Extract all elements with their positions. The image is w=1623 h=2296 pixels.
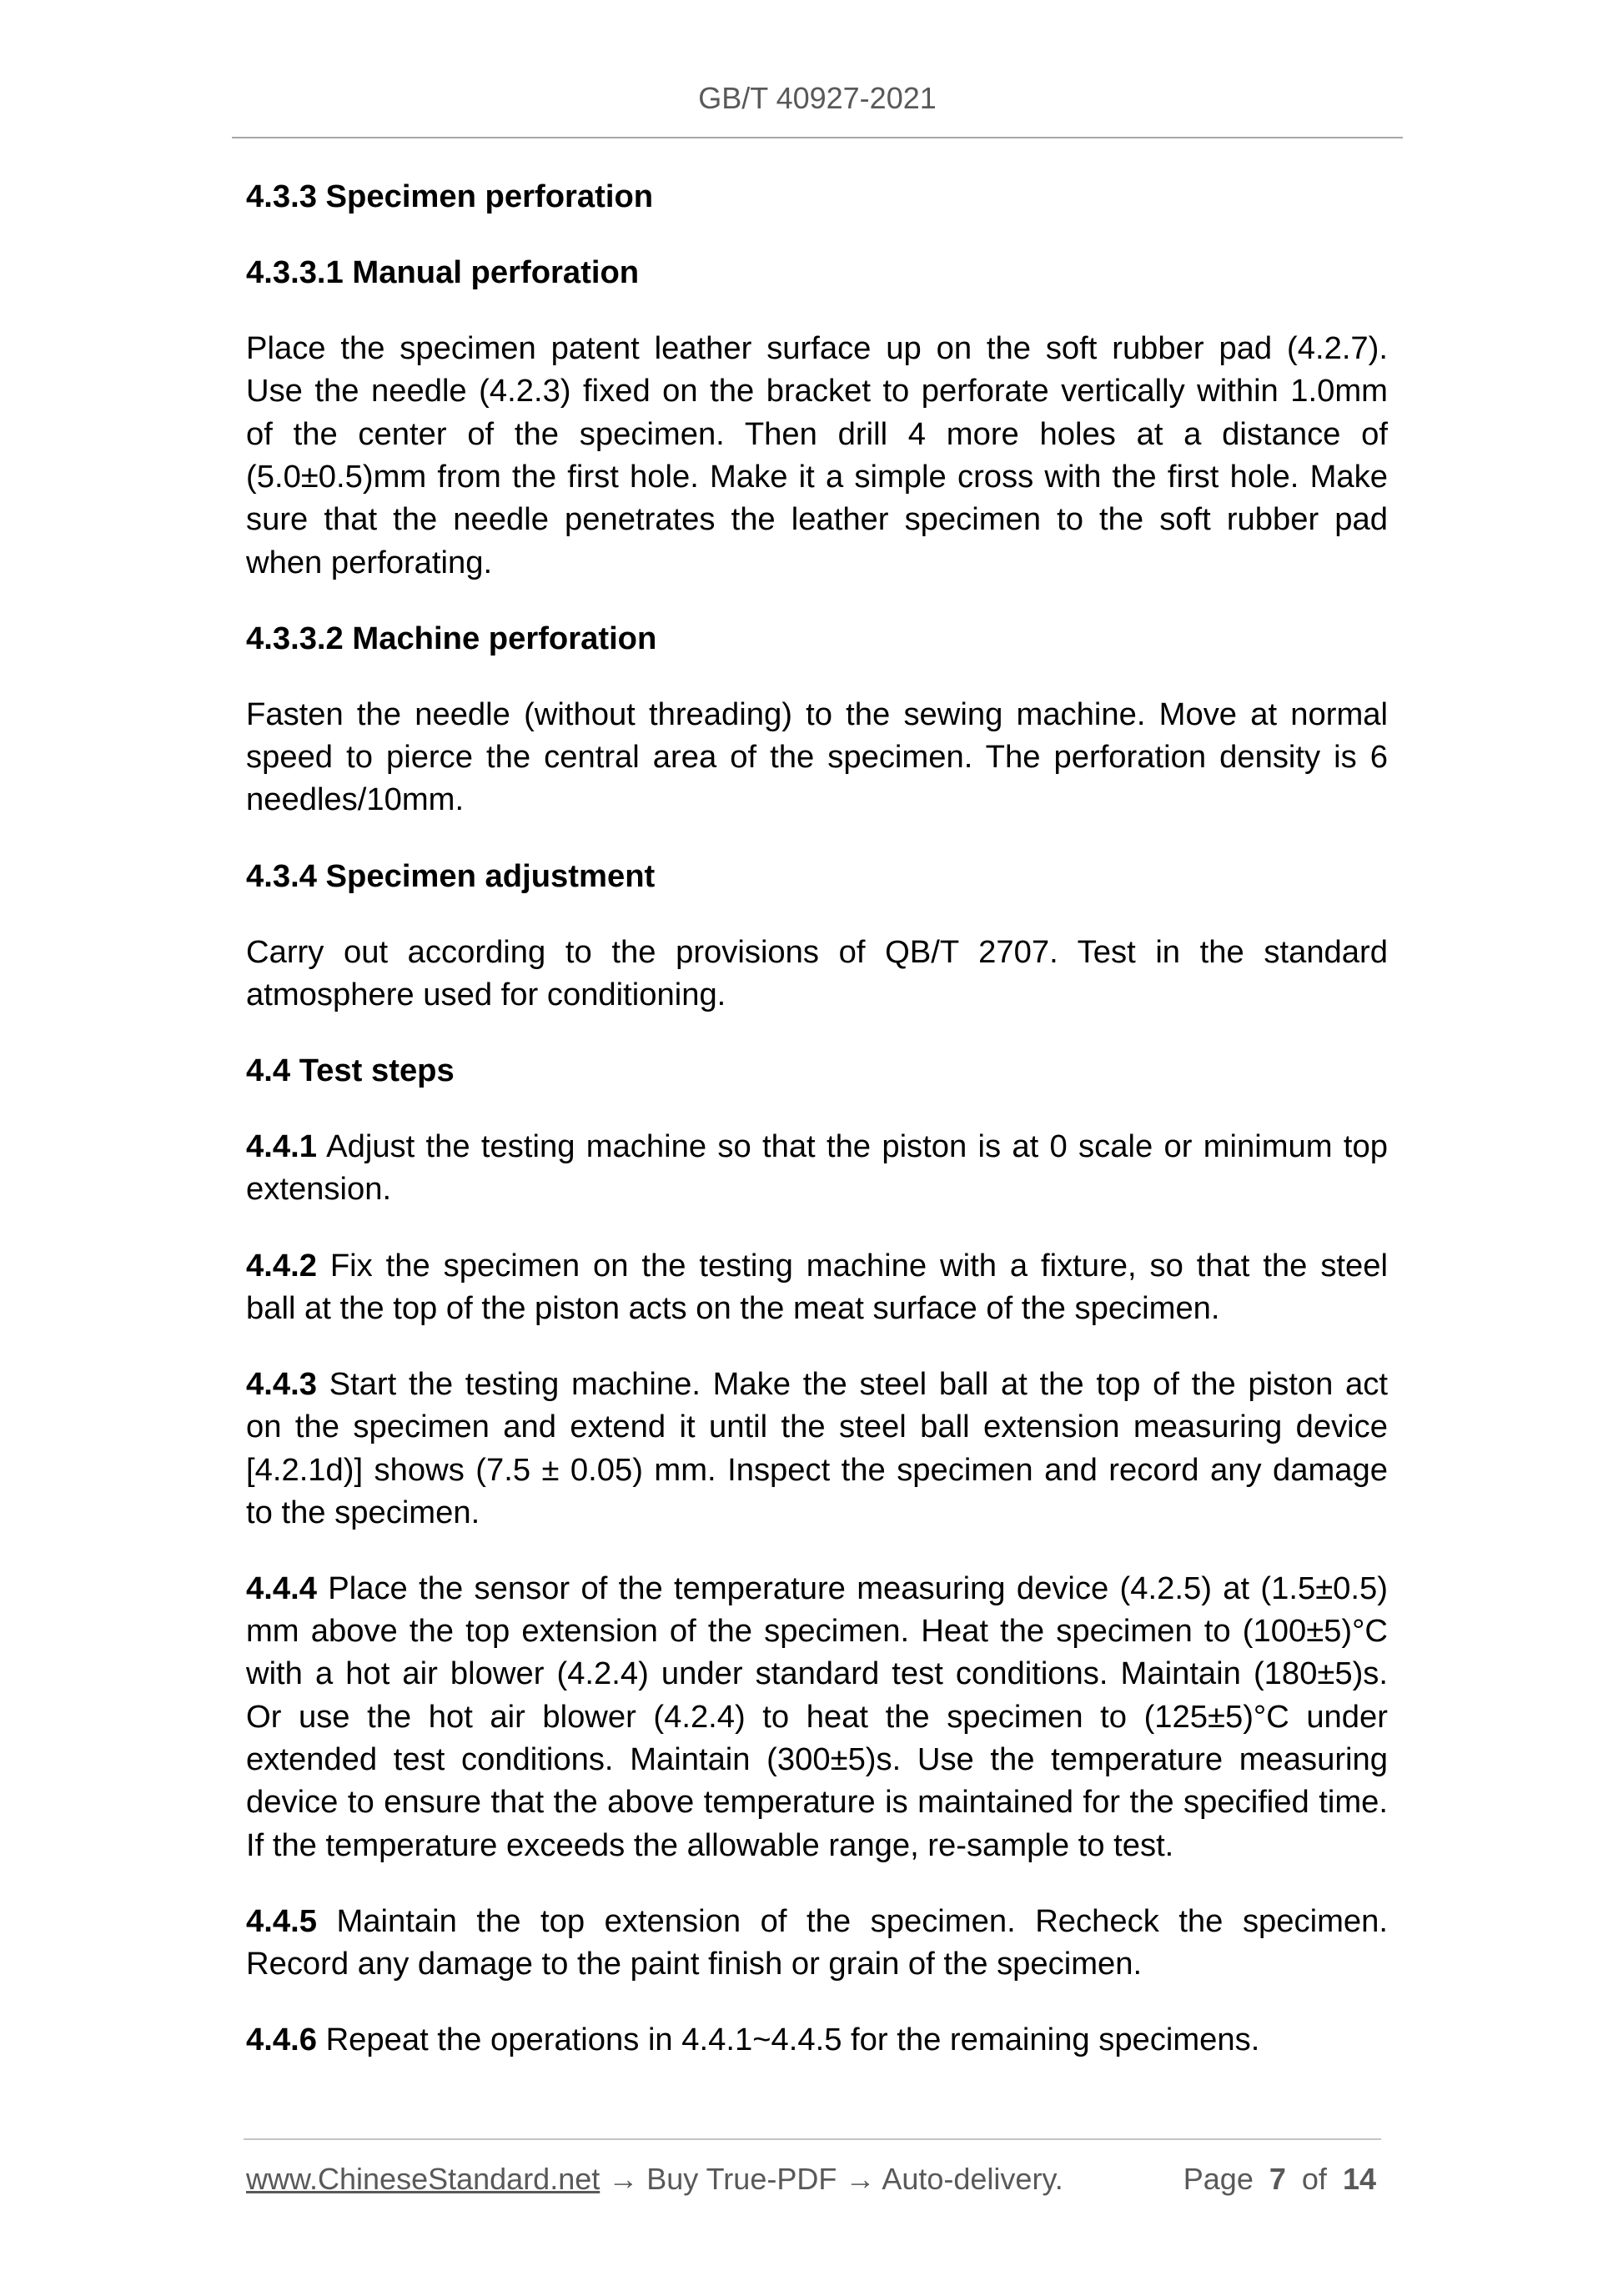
paragraph-line: extended test conditions. Maintain (300±5)s. Use the temperature measuring — [246, 1741, 1388, 1778]
paragraph-text: Start the testing machine. Make the steel ball at the top of the piston act — [329, 1365, 1388, 1402]
paragraph-line: mm above the top extension of the specimen. Heat the specimen to (100±5)°C — [246, 1613, 1388, 1650]
page-label: Page — [1183, 2162, 1254, 2196]
section-heading-4-3-4: 4.3.4 Specimen adjustment — [246, 857, 656, 894]
paragraph-text: Maintain the top extension of the specimen. Recheck the specimen. — [336, 1902, 1388, 1939]
section-heading-4-4: 4.4 Test steps — [246, 1053, 455, 1089]
paragraph-line: when perforating. — [246, 544, 493, 580]
paragraph-text: Repeat the operations in 4.4.1~4.4.5 for the remaining specimens. — [325, 2022, 1260, 2058]
page-total: 14 — [1342, 2162, 1376, 2196]
paragraph-line: Place the specimen patent leather surface up on the soft rubber pad (4.2.7). — [246, 330, 1388, 367]
paragraph-line — [246, 1125, 1388, 1168]
paragraph-specimen-adjustment — [246, 931, 1388, 1017]
clause-number: 4.4.5 — [246, 1902, 317, 1939]
paragraph-line: Use the needle (4.2.3) fixed on the bracket to perforate vertically within 1.0mm — [246, 373, 1388, 409]
paragraph-line: Record any damage to the paint finish or grain of the specimen. — [246, 1946, 1143, 1982]
clause-4-4-1 — [246, 1125, 1388, 1211]
footer-tagline: → Buy True-PDF → Auto-delivery. — [608, 2162, 1063, 2196]
paragraph-line: Carry out according to the provisions of QB/T 2707. Test in the standard — [246, 933, 1388, 970]
paragraph-line — [246, 2018, 1388, 2061]
paragraph-line: needles/10mm. — [246, 781, 465, 818]
paragraph-line: Or use the hot air blower (4.2.4) to heat the specimen to (125±5)°C under — [246, 1698, 1388, 1735]
page-current: 7 — [1269, 2162, 1286, 2196]
clause-number: 4.4.3 — [246, 1365, 317, 1402]
page-number — [1183, 2162, 1376, 2197]
header-rule — [232, 137, 1403, 138]
page-content — [246, 175, 1388, 2061]
paragraph-line: device to ensure that the above temperature is maintained for the specified time. — [246, 1784, 1388, 1821]
paragraph-line: Fasten the needle (without threading) to the sewing machine. Move at normal — [246, 696, 1388, 732]
clause-4-4-6 — [246, 2018, 1388, 2061]
paragraph-line: If the temperature exceeds the allowable range, re-sample to test. — [246, 1826, 1174, 1863]
footer-rule — [244, 2138, 1381, 2140]
paragraph-line: of the center of the specimen. Then drill 4 more holes at a distance of — [246, 415, 1388, 452]
paragraph-manual-perforation — [246, 327, 1388, 584]
paragraph-text: Fix the specimen on the testing machine with a fixture, so that the steel — [329, 1247, 1388, 1284]
section-heading-4-3-3-1: 4.3.3.1 Manual perforation — [246, 254, 640, 291]
paragraph-line: to the specimen. — [246, 1494, 480, 1530]
section-heading-4-3-3-2: 4.3.3.2 Machine perforation — [246, 620, 657, 656]
page-of-label: of — [1301, 2162, 1327, 2196]
paragraph-machine-perforation — [246, 693, 1388, 821]
paragraph-line: extension. — [246, 1171, 392, 1208]
footer-left — [246, 2162, 1063, 2197]
paragraph-line: (5.0±0.5)mm from the first hole. Make it a simple cross with the first hole. Make — [246, 459, 1388, 495]
website-link[interactable]: www.ChineseStandard.net — [246, 2162, 600, 2196]
section-heading-4-3-3: 4.3.3 Specimen perforation — [246, 178, 654, 214]
paragraph-line: speed to pierce the central area of the specimen. The perforation density is 6 — [246, 739, 1388, 776]
clause-number: 4.4.6 — [246, 2022, 317, 2058]
document-id-header: GB/T 40927-2021 — [698, 81, 937, 115]
paragraph-line: ball at the top of the piston acts on the meat surface of the specimen. — [246, 1289, 1220, 1326]
paragraph-line: on the specimen and extend it until the steel ball extension measuring device — [246, 1409, 1388, 1445]
paragraph-line: with a hot air blower (4.2.4) under standard test conditions. Maintain (180±5)s. — [246, 1655, 1388, 1692]
clause-4-4-3 — [246, 1363, 1388, 1534]
paragraph-line: [4.2.1d)] shows (7.5 ± 0.05) mm. Inspect the specimen and record any damage — [246, 1451, 1388, 1488]
paragraph-line: sure that the needle penetrates the leather specimen to the soft rubber pad — [246, 501, 1388, 538]
clause-4-4-5 — [246, 1900, 1388, 1986]
paragraph-line — [246, 1244, 1388, 1287]
paragraph-line — [246, 1567, 1388, 1610]
paragraph-text: Adjust the testing machine so that the piston is at 0 scale or minimum top — [326, 1128, 1388, 1165]
paragraph-line: atmosphere used for conditioning. — [246, 976, 726, 1012]
clause-number: 4.4.4 — [246, 1570, 317, 1606]
paragraph-line — [246, 1363, 1388, 1405]
paragraph-text: Place the sensor of the temperature measuring device (4.2.5) at (1.5±0.5) — [328, 1570, 1388, 1606]
clause-number: 4.4.2 — [246, 1247, 317, 1284]
clause-4-4-4 — [246, 1567, 1388, 1866]
clause-number: 4.4.1 — [246, 1128, 317, 1165]
clause-4-4-2 — [246, 1244, 1388, 1330]
paragraph-line — [246, 1900, 1388, 1942]
